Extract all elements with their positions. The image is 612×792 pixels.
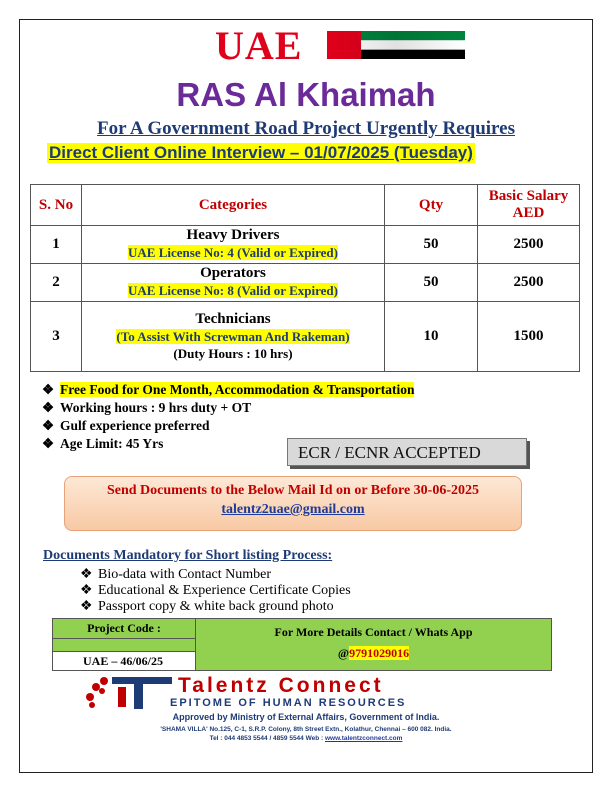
contact-table	[52, 618, 552, 671]
row-qty: 50	[385, 264, 478, 302]
mail-box	[64, 476, 522, 531]
phone-line: @9791029016	[337, 646, 410, 660]
country-title: UAE	[215, 23, 303, 68]
header-category: Categories	[82, 185, 385, 226]
table-header-row	[31, 185, 580, 226]
list-item: ❖ Passport copy & white back ground photo	[80, 599, 334, 614]
phone-number[interactable]: 9791029016	[349, 646, 410, 660]
diamond-bullet-icon: ❖	[42, 400, 55, 415]
category-title: Technicians	[195, 311, 271, 327]
table-row	[31, 264, 580, 302]
category-duty: (Duty Hours : 10 hrs)	[173, 346, 293, 361]
row-qty: 10	[385, 302, 478, 372]
row-category	[82, 264, 385, 302]
documents-list	[80, 567, 351, 615]
brand-tagline: EPITOME OF HUMAN RESOURCES	[170, 697, 407, 709]
brand-name: Talentz Connect	[178, 674, 384, 697]
benefit-item: ❖ Age Limit: 45 Yrs	[42, 436, 164, 451]
mail-instruction: Send Documents to the Below Mail Id on or Before 30-06-2025	[106, 483, 480, 498]
talentz-logo-icon	[82, 673, 174, 711]
project-code-label: Project Code :	[53, 619, 196, 639]
project-code-value: UAE – 46/06/25	[53, 652, 196, 671]
uae-flag-icon	[327, 31, 465, 59]
row-salary: 2500	[478, 264, 580, 302]
benefit-item: ❖ Free Food for One Month, Accommodation & Transportation	[42, 382, 415, 397]
table-row	[31, 226, 580, 264]
project-code-spacer	[53, 639, 196, 652]
row-salary: 1500	[478, 302, 580, 372]
row-sno: 1	[31, 226, 82, 264]
diamond-bullet-icon: ❖	[80, 599, 93, 614]
category-title: Operators	[200, 265, 266, 281]
tel-line: Tel : 044 4853 5544 / 4859 5544 Web : www.talentzconnect.com	[209, 735, 403, 742]
ecr-badge: ECR / ECNR ACCEPTED	[287, 438, 527, 466]
list-item: ❖ Educational & Experience Certificate Copies	[80, 583, 351, 598]
documents-heading: Documents Mandatory for Short listing Process:	[43, 548, 333, 563]
row-qty: 50	[385, 226, 478, 264]
email-link[interactable]: talentz2uae@gmail.com	[221, 502, 365, 517]
address-line: 'SHAMA VILLA' No.125, C-1, S.R.P. Colony, 8th Street Extn., Kolathur, Chennai – 600 082. India.	[160, 726, 452, 733]
row-sno: 3	[31, 302, 82, 372]
contact-details	[196, 619, 552, 671]
diamond-bullet-icon: ❖	[80, 583, 93, 598]
header-salary: Basic Salary AED	[478, 185, 580, 226]
header-sno: S. No	[31, 185, 82, 226]
list-item: ❖ Bio-data with Contact Number	[80, 567, 272, 582]
row-category	[82, 226, 385, 264]
website-link[interactable]: www.talentzconnect.com	[324, 735, 403, 742]
row-sno: 2	[31, 264, 82, 302]
address-block	[0, 725, 612, 743]
diamond-bullet-icon: ❖	[42, 382, 55, 397]
interview-date-banner: Direct Client Online Interview – 01/07/2025 (Tuesday)	[49, 143, 473, 162]
row-salary: 2500	[478, 226, 580, 264]
header-qty: Qty	[385, 185, 478, 226]
diamond-bullet-icon: ❖	[80, 567, 93, 582]
approval-note: Approved by Ministry of External Affairs, Government of India.	[172, 712, 440, 722]
benefit-item: ❖ Working hours : 9 hrs duty + OT	[42, 400, 252, 415]
category-subtitle: UAE License No: 8 (Valid or Expired)	[128, 283, 338, 298]
category-title: Heavy Drivers	[186, 227, 280, 243]
row-category	[82, 302, 385, 372]
diamond-bullet-icon: ❖	[42, 436, 55, 451]
table-row	[31, 302, 580, 372]
category-subtitle: UAE License No: 4 (Valid or Expired)	[128, 245, 338, 260]
benefit-item: ❖ Gulf experience preferred	[42, 418, 210, 433]
category-subtitle: (To Assist With Screwman And Rakeman)	[116, 329, 350, 344]
project-headline: For A Government Road Project Urgently Requires	[97, 118, 515, 139]
contact-label: For More Details Contact / Whats App	[274, 625, 473, 639]
jobs-table	[30, 184, 580, 372]
diamond-bullet-icon: ❖	[42, 418, 55, 433]
city-title: RAS Al Khaimah	[176, 76, 436, 113]
